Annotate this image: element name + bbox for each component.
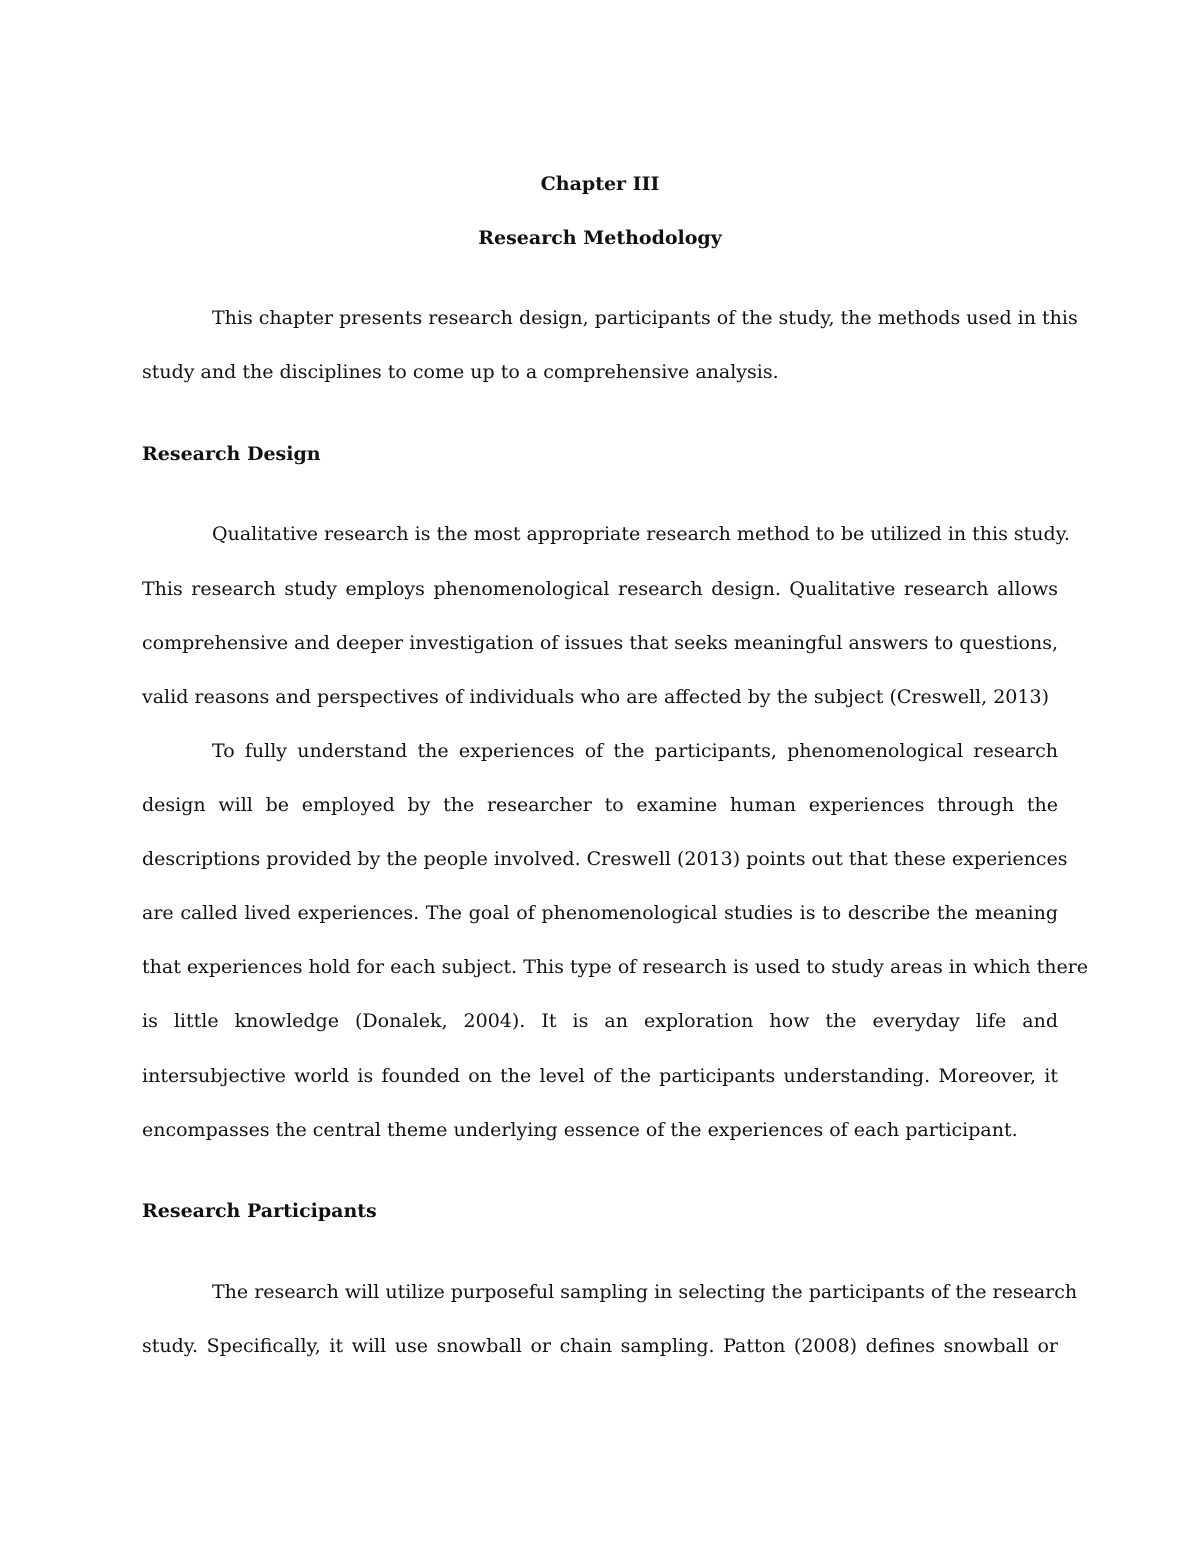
paragraph-line: To fully understand the experiences of the participants, phenomenological research <box>212 740 1058 762</box>
section-heading-research-design: Research Design <box>142 443 321 465</box>
intro-line: study and the disciplines to come up to a comprehensive analysis. <box>142 361 779 383</box>
paragraph-line: descriptions provided by the people involved. Creswell (2013) points out that these experiences <box>142 848 1068 870</box>
paragraph-line: is little knowledge (Donalek, 2004). It is an exploration how the everyday life and <box>142 1010 1058 1032</box>
paragraph-line: design will be employed by the researcher to examine human experiences through the <box>142 794 1058 816</box>
paragraph-line: This research study employs phenomenological research design. Qualitative research allows <box>142 578 1058 600</box>
paragraph-line: The research will utilize purposeful sampling in selecting the participants of the research <box>212 1281 1078 1303</box>
paragraph-line: valid reasons and perspectives of individuals who are affected by the subject (Creswell, 2013) <box>142 686 1049 708</box>
chapter-subtitle: Research Methodology <box>478 227 722 249</box>
paragraph-line: comprehensive and deeper investigation of issues that seeks meaningful answers to questions, <box>142 632 1058 654</box>
paragraph-line: that experiences hold for each subject. This type of research is used to study areas in which there <box>142 956 1089 978</box>
intro-line: This chapter presents research design, participants of the study, the methods used in this <box>212 307 1078 329</box>
chapter-title: Chapter III <box>540 173 660 195</box>
section-heading-research-participants: Research Participants <box>142 1200 377 1222</box>
paragraph-line: encompasses the central theme underlying essence of the experiences of each participant. <box>142 1119 1018 1141</box>
paragraph-line: Qualitative research is the most appropriate research method to be utilized in this study. <box>212 523 1070 545</box>
paragraph-line: study. Specifically, it will use snowball or chain sampling. Patton (2008) defines snowball or <box>142 1335 1058 1357</box>
paragraph-line: are called lived experiences. The goal of phenomenological studies is to describe the meaning <box>142 902 1058 924</box>
paragraph-line: intersubjective world is founded on the level of the participants understanding. Moreover, it <box>142 1065 1058 1087</box>
